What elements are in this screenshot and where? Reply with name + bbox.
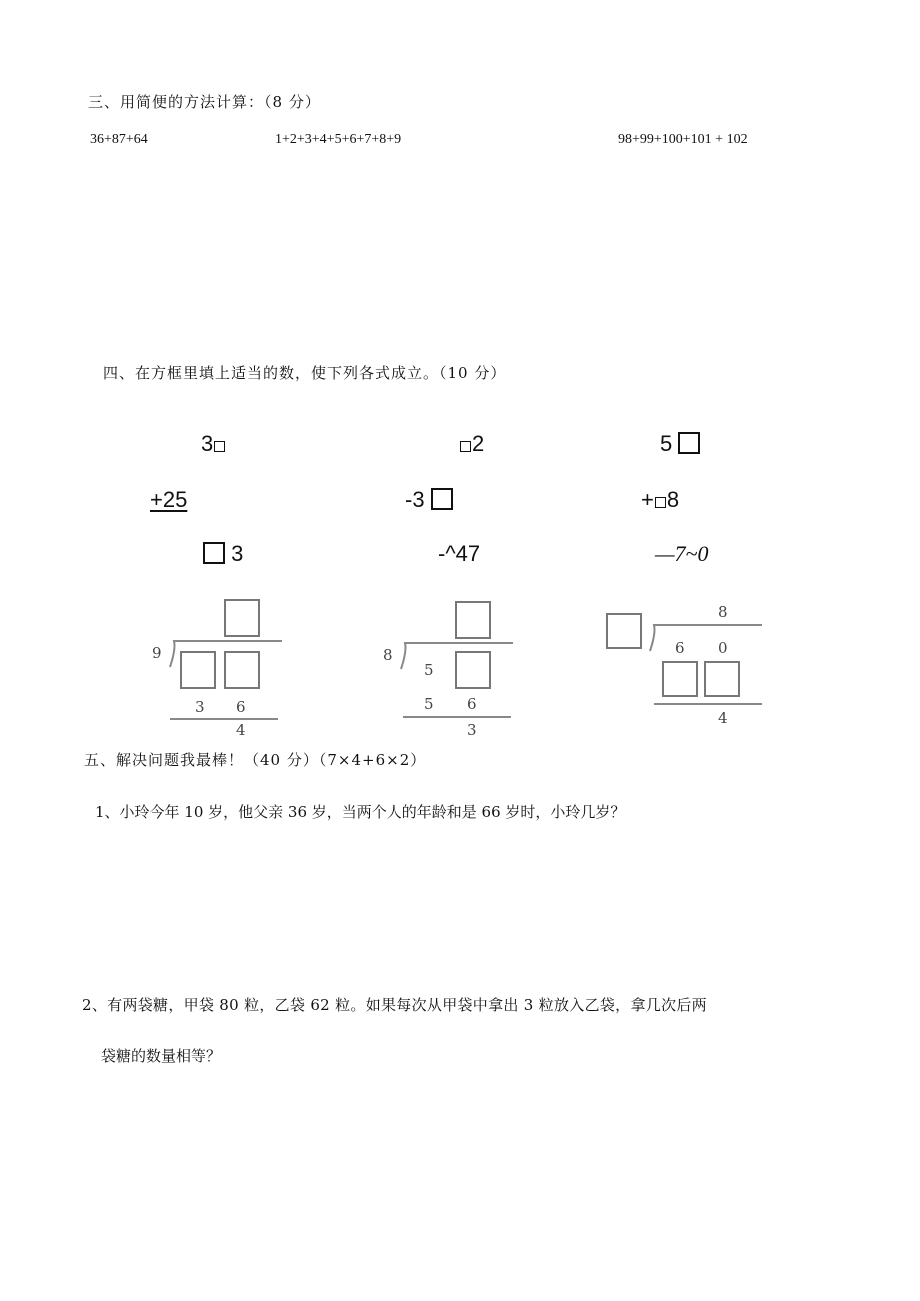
- remainder: 3: [467, 721, 477, 739]
- digit: 5: [424, 695, 434, 713]
- puzzle-2-row-1: [459, 431, 484, 457]
- blank-box[interactable]: [704, 661, 740, 697]
- puzzle-3-row-1: [660, 431, 700, 457]
- section-3-title: 三、用简便的方法计算：（8 分）: [88, 93, 321, 111]
- blank-box[interactable]: [678, 432, 700, 454]
- subtraction-line: [403, 716, 511, 718]
- digit: 6: [236, 698, 246, 716]
- digit: 6: [675, 639, 685, 657]
- digit: 0: [718, 639, 728, 657]
- digit: +: [641, 487, 654, 512]
- digit: -3: [405, 487, 425, 512]
- blank-box[interactable]: [655, 497, 666, 508]
- blank-box[interactable]: [224, 651, 260, 689]
- blank-box[interactable]: [203, 542, 225, 564]
- digit: 2: [472, 431, 485, 456]
- digit: 8: [666, 487, 680, 512]
- quotient: 8: [718, 603, 728, 621]
- division-bracket: [644, 623, 764, 653]
- section-5-title: 五、解决问题我最棒！（40 分）（7×4+6×2）: [84, 751, 427, 769]
- digit: 6: [467, 695, 477, 713]
- blank-box[interactable]: [662, 661, 698, 697]
- blank-box[interactable]: [455, 651, 491, 689]
- remainder: 4: [718, 709, 728, 727]
- expression-2: 1+2+3+4+5+6+7+8+9: [275, 132, 402, 147]
- question-2-line-2: 袋糖的数量相等？: [101, 1047, 222, 1065]
- digit: 5: [660, 431, 673, 456]
- long-division-3: [600, 595, 770, 745]
- puzzle-2-row-2: [405, 487, 453, 513]
- blank-box[interactable]: [606, 613, 642, 649]
- question-1: 1、小玲今年 10 岁，他父亲 36 岁，当两个人的年龄和是 66 岁时，小玲几岁？: [95, 803, 626, 821]
- puzzle-1-row-2: +25: [150, 487, 188, 512]
- puzzle-3-row-2: [641, 487, 679, 513]
- section-4-title: 四、在方框里填上适当的数，使下列各式成立。（10 分）: [103, 364, 507, 382]
- subtraction-line: [170, 718, 278, 720]
- digit: 3: [231, 541, 244, 566]
- puzzle-1-row-3: [203, 541, 243, 567]
- expression-1: 36+87+64: [90, 132, 148, 147]
- blank-box[interactable]: [431, 488, 453, 510]
- blank-box[interactable]: [455, 601, 491, 639]
- subtraction-line: [654, 703, 762, 705]
- digit: 3: [195, 698, 205, 716]
- question-2-line-1: 2、有两袋糖，甲袋 80 粒，乙袋 62 粒。如果每次从甲袋中拿出 3 粒放入乙袋，拿几次后两: [82, 996, 707, 1014]
- blank-box[interactable]: [224, 599, 260, 637]
- remainder: 4: [236, 721, 246, 739]
- long-division-2: [375, 595, 525, 745]
- expression-3: 98+99+100+101 + 102: [618, 132, 748, 147]
- puzzle-3-row-3: —7~0: [655, 541, 709, 566]
- blank-box[interactable]: [214, 441, 225, 452]
- blank-box[interactable]: [180, 651, 216, 689]
- digit: 3: [201, 431, 214, 456]
- long-division-1: [140, 595, 290, 745]
- blank-box[interactable]: [460, 441, 471, 452]
- puzzle-1-row-1: [201, 431, 226, 457]
- divisor: 8: [383, 646, 393, 664]
- digit: 5: [424, 661, 434, 679]
- puzzle-2-row-3: -^47: [438, 541, 481, 566]
- divisor: 9: [152, 644, 162, 662]
